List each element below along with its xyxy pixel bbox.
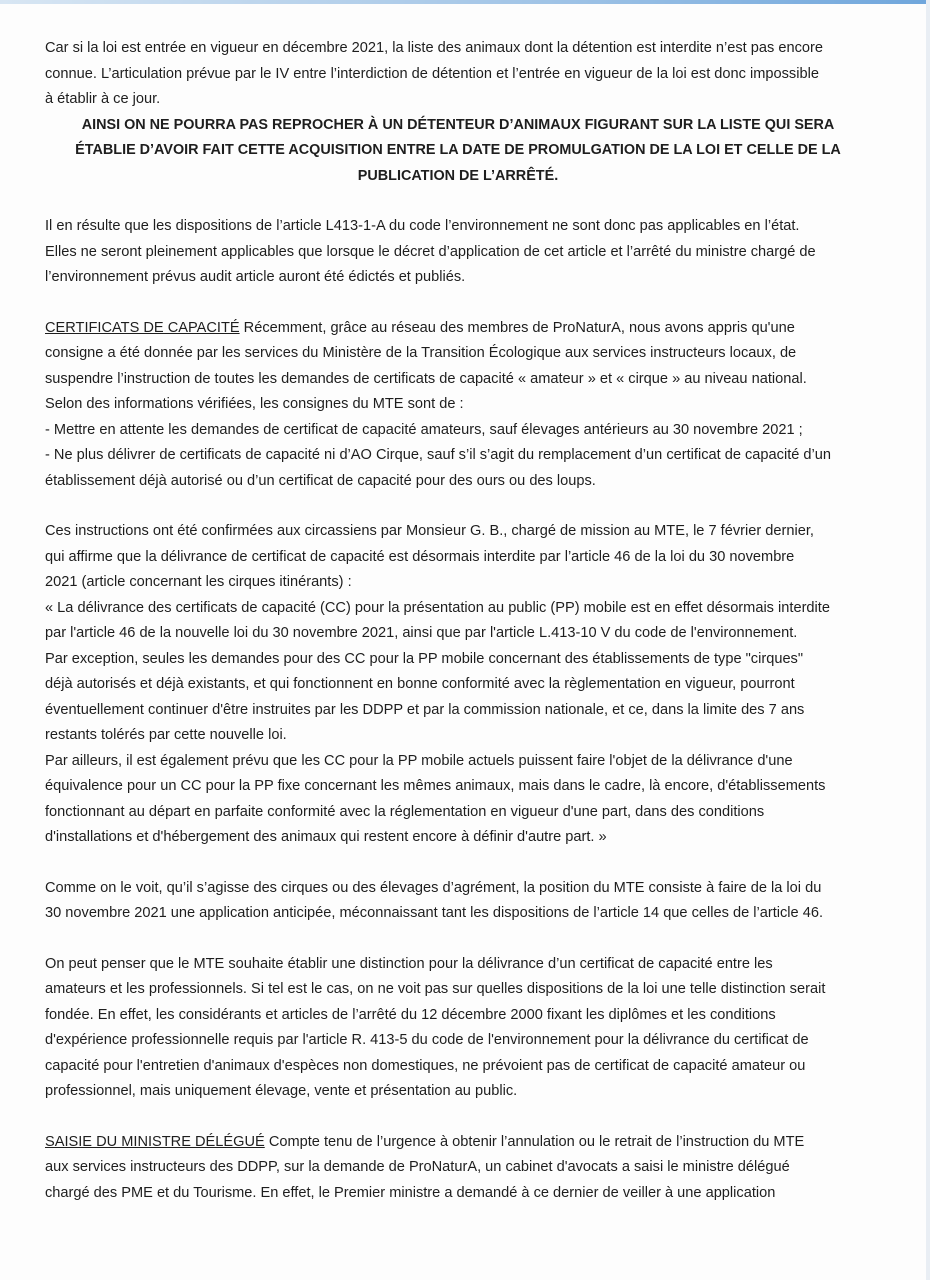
text-line: chargé des PME et du Tourisme. En effet, le Premier ministre a demandé à ce dernier de veiller à une application [45, 1184, 776, 1201]
section-saisie-ministre [45, 1130, 871, 1207]
text-line: Selon des informations vérifiées, les consignes du MTE sont de : [45, 396, 464, 412]
quote-line: Par exception, seules les demandes pour des CC pour la PP mobile concernant des établissements de type "cirques" [45, 650, 804, 667]
text-segment: Compte tenu de l’urgence à obtenir l’annulation ou le retrait de l’instruction du MTE [264, 1133, 805, 1150]
quote-line: déjà autorisés et déjà existants, et qui fonctionnent en bonne conformité avec la règlementation en vigueur, pourront [45, 676, 795, 692]
emphasis-line: PUBLICATION DE L’ARRÊTÉ. [357, 167, 559, 184]
text-line: Elles ne seront pleinement applicables que lorsque le décret d’application de cet article et l’arrêté du ministre chargé de [45, 243, 816, 260]
text-line: 30 novembre 2021 une application anticipée, méconnaissant tant les dispositions de l’article 14 que celles de l’article 46. [45, 905, 824, 921]
paragraph-dispositions [45, 214, 871, 291]
text-line: Comme on le voit, qu’il s’agisse des cirques ou des élevages d’agrément, la position du MTE consiste à faire de la loi du [45, 879, 822, 896]
text-line: connue. L’articulation prévue par le IV entre l’interdiction de détention et l’entrée en vigueur de la loi est donc impossible [45, 65, 819, 82]
section-certificats-capacite [45, 316, 871, 495]
quote-line: fonctionnant au départ en parfaite conformité avec la réglementation en vigueur d'une part, dans des conditions [45, 803, 765, 820]
text-line: d'expérience professionnelle requis par l'article R. 413-5 du code de l'environnement pour la délivrance du certificat de [45, 1032, 809, 1048]
list-item: - Mettre en attente les demandes de certificat de capacité amateurs, sauf élevages antérieurs au 30 novembre 2021 ; [45, 421, 803, 438]
quote-line: « La délivrance des certificats de capacité (CC) pour la présentation au public (PP) mobile est en effet désormais interdite [45, 599, 830, 616]
paragraph-comme-on-le-voit [45, 876, 871, 927]
text-line: à établir à ce jour. [45, 91, 161, 107]
scan-edge [0, 0, 930, 4]
quote-line: d'installations et d'hébergement des animaux qui restent encore à définir d'autre part. » [45, 829, 607, 845]
text-line: Il en résulte que les dispositions de l’article L413-1-A du code l’environnement ne sont donc pas applicables en l’état. [45, 218, 800, 234]
paragraph-loi-vigueur [45, 36, 871, 113]
document-page [45, 36, 871, 1206]
text-line [45, 316, 871, 342]
text-line: fondée. En effet, les considérants et articles de l’arrêté du 12 décembre 2000 fixant les diplômes et les conditions [45, 1006, 776, 1023]
quote-line: restants tolérés par cette nouvelle loi. [45, 727, 287, 743]
section-heading: SAISIE DU MINISTRE DÉLÉGUÉ [45, 1133, 265, 1150]
text-line: établissement déjà autorisé ou d’un certificat de capacité pour des ours ou des loups. [45, 472, 596, 489]
text-line: aux services instructeurs des DDPP, sur la demande de ProNaturA, un cabinet d'avocats a saisi le ministre délégué [45, 1159, 790, 1175]
text-line: consigne a été donnée par les services du Ministère de la Transition Écologique aux services instructeurs locaux, de [45, 345, 797, 361]
list-item: - Ne plus délivrer de certificats de capacité ni d’AO Cirque, sauf s’il s’agit du remplacement d’un certificat de capacité d’un [45, 447, 832, 463]
emphasis-block [45, 113, 871, 190]
paragraph-instructions [45, 519, 871, 851]
section-heading: CERTIFICATS DE CAPACITÉ [45, 319, 240, 336]
text-segment: Récemment, grâce au réseau des membres de ProNaturA, nous avons appris qu'une [239, 319, 795, 336]
text-line [45, 1130, 871, 1156]
text-line: On peut penser que le MTE souhaite établir une distinction pour la délivrance d’un certificat de capacité entre les [45, 955, 773, 972]
text-line: qui affirme que la délivrance de certificat de capacité est désormais interdite par l’article 46 de la loi du 30 novembre [45, 548, 795, 565]
text-line: l’environnement prévus audit article auront été édictés et publiés. [45, 269, 466, 285]
text-line: capacité pour l'entretien d'animaux d'espèces non domestiques, ne prévoient pas de certificat de capacité amateur ou [45, 1057, 806, 1074]
scan-edge-right [926, 0, 930, 1280]
quote-line: équivalence pour un CC pour la PP fixe concernant les mêmes animaux, mais dans le cadre, là encore, d'établissements [45, 778, 826, 794]
emphasis-line: ÉTABLIE D’AVOIR FAIT CETTE ACQUISITION ENTRE LA DATE DE PROMULGATION DE LA LOI ET CELLE DE LA [75, 142, 841, 158]
text-line: Ces instructions ont été confirmées aux circassiens par Monsieur G. B., chargé de mission au MTE, le 7 février dernier, [45, 523, 814, 539]
text-line: professionnel, mais uniquement élevage, vente et présentation au public. [45, 1083, 518, 1099]
quote-line: par l'article 46 de la nouvelle loi du 30 novembre 2021, ainsi que par l'article L.413-10 V du code de l'environnement. [45, 625, 798, 641]
text-line: amateurs et les professionnels. Si tel est le cas, on ne voit pas sur quelles dispositions de la loi une telle distinction serait [45, 981, 826, 997]
text-line: suspendre l’instruction de toutes les demandes de certificats de capacité « amateur » et « cirque » au niveau national. [45, 370, 807, 387]
paragraph-on-peut-penser [45, 952, 871, 1105]
emphasis-line: AINSI ON NE POURRA PAS REPROCHER À UN DÉTENTEUR D’ANIMAUX FIGURANT SUR LA LISTE QUI SERA [81, 116, 835, 133]
text-line: 2021 (article concernant les cirques itinérants) : [45, 574, 352, 590]
quote-line: Par ailleurs, il est également prévu que les CC pour la PP mobile actuels puissent faire l'objet de la délivrance d'une [45, 752, 793, 769]
quote-line: éventuellement continuer d'être instruites par les DDPP et par la commission nationale, et ce, dans la limite des 7 ans [45, 701, 805, 718]
text-line: Car si la loi est entrée en vigueur en décembre 2021, la liste des animaux dont la détention est interdite n’est pas encore [45, 40, 823, 56]
